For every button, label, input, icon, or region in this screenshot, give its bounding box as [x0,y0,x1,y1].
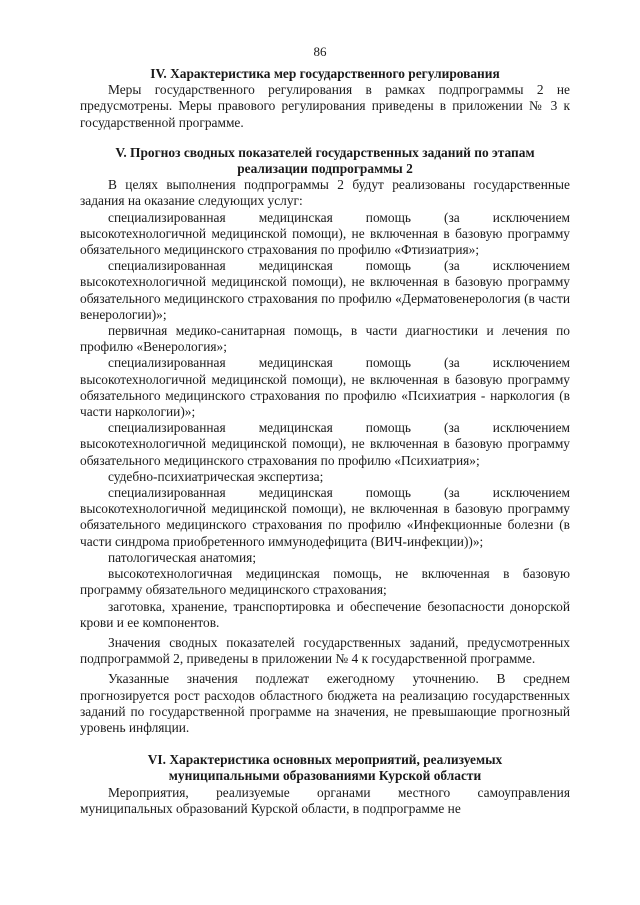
page-number: 86 [313,44,327,59]
section-iv-heading: IV. Характеристика мер государственного регулирования [150,66,500,81]
service-item: судебно-психиатрическая экспертиза; [108,468,324,484]
service-item: высокотехнологичная медицинская помощь, не включенная в базовую программу обязательного медицинского страхования; [80,566,570,598]
service-item: специализированная медицинская помощь (за исключением высокотехнологичной медицинской помощи), не включенная в базовую программу обязательного медицинского страхования по профилю «Инфекционные болезни (в части синдрома приобретенного иммунодефицита (ВИЧ-инфекции))»; [80,485,570,549]
section-vi-heading-line2: муниципальными образованиями Курской области [168,768,482,784]
service-item: специализированная медицинская помощь (за исключением высокотехнологичной медицинской помощи), не включенная в базовую программу обязательного медицинского страхования по профилю «Дерматовенерология (в части венерологии)»; [80,258,570,322]
section-v-intro: В целях выполнения подпрограммы 2 будут реализованы государственные задания на оказание следующих услуг: [80,177,570,209]
values-paragraph: Значения сводных показателей государственных заданий, предусмотренных подпрограммой 2, приведены в приложении № 4 к государственной программе. [80,634,570,667]
service-item: первичная медико-санитарная помощь, в части диагностики и лечения по профилю «Венерология»; [80,323,570,355]
service-item: патологическая анатомия; [108,549,257,565]
section-v-heading-line2: реализации подпрограммы 2 [237,161,413,177]
service-item: специализированная медицинская помощь (за исключением высокотехнологичной медицинской помощи), не включенная в базовую программу обязательного медицинского страхования по профилю «Психиатрия»; [80,420,570,468]
service-item: заготовка, хранение, транспортировка и обеспечение безопасности донорской крови и ее компонентов. [80,598,570,630]
forecast-paragraph: Указанные значения подлежат ежегодному уточнению. В среднем прогнозируется рост расходов областного бюджета на реализацию государственных заданий по государственной программе на значения, не превышающие прогнозный уровень инфляции. [80,671,570,735]
service-item: специализированная медицинская помощь (за исключением высокотехнологичной медицинской помощи), не включенная в базовую программу обязательного медицинского страхования по профилю «Фтизиатрия»; [80,209,570,258]
service-item: специализированная медицинская помощь (за исключением высокотехнологичной медицинской помощи), не включенная в базовую программу обязательного медицинского страхования по профилю «Психиатрия - наркология (в части наркологии)»; [80,355,570,420]
section-vi-heading-line1: VI. Характеристика основных мероприятий, реализуемых [147,752,503,768]
section-vi-paragraph: Мероприятия, реализуемые органами местного самоуправления муниципальных образований Курской области, в подпрограмме не [80,784,570,816]
page-content [80,64,570,817]
section-iv-paragraph: Меры государственного регулирования в рамках подпрограммы 2 не предусмотрены. Меры правового регулирования приведены в приложении № 3 к государственной программе. [80,82,570,130]
section-v-heading-line1: V. Прогноз сводных показателей государственных заданий по этапам [115,144,535,160]
